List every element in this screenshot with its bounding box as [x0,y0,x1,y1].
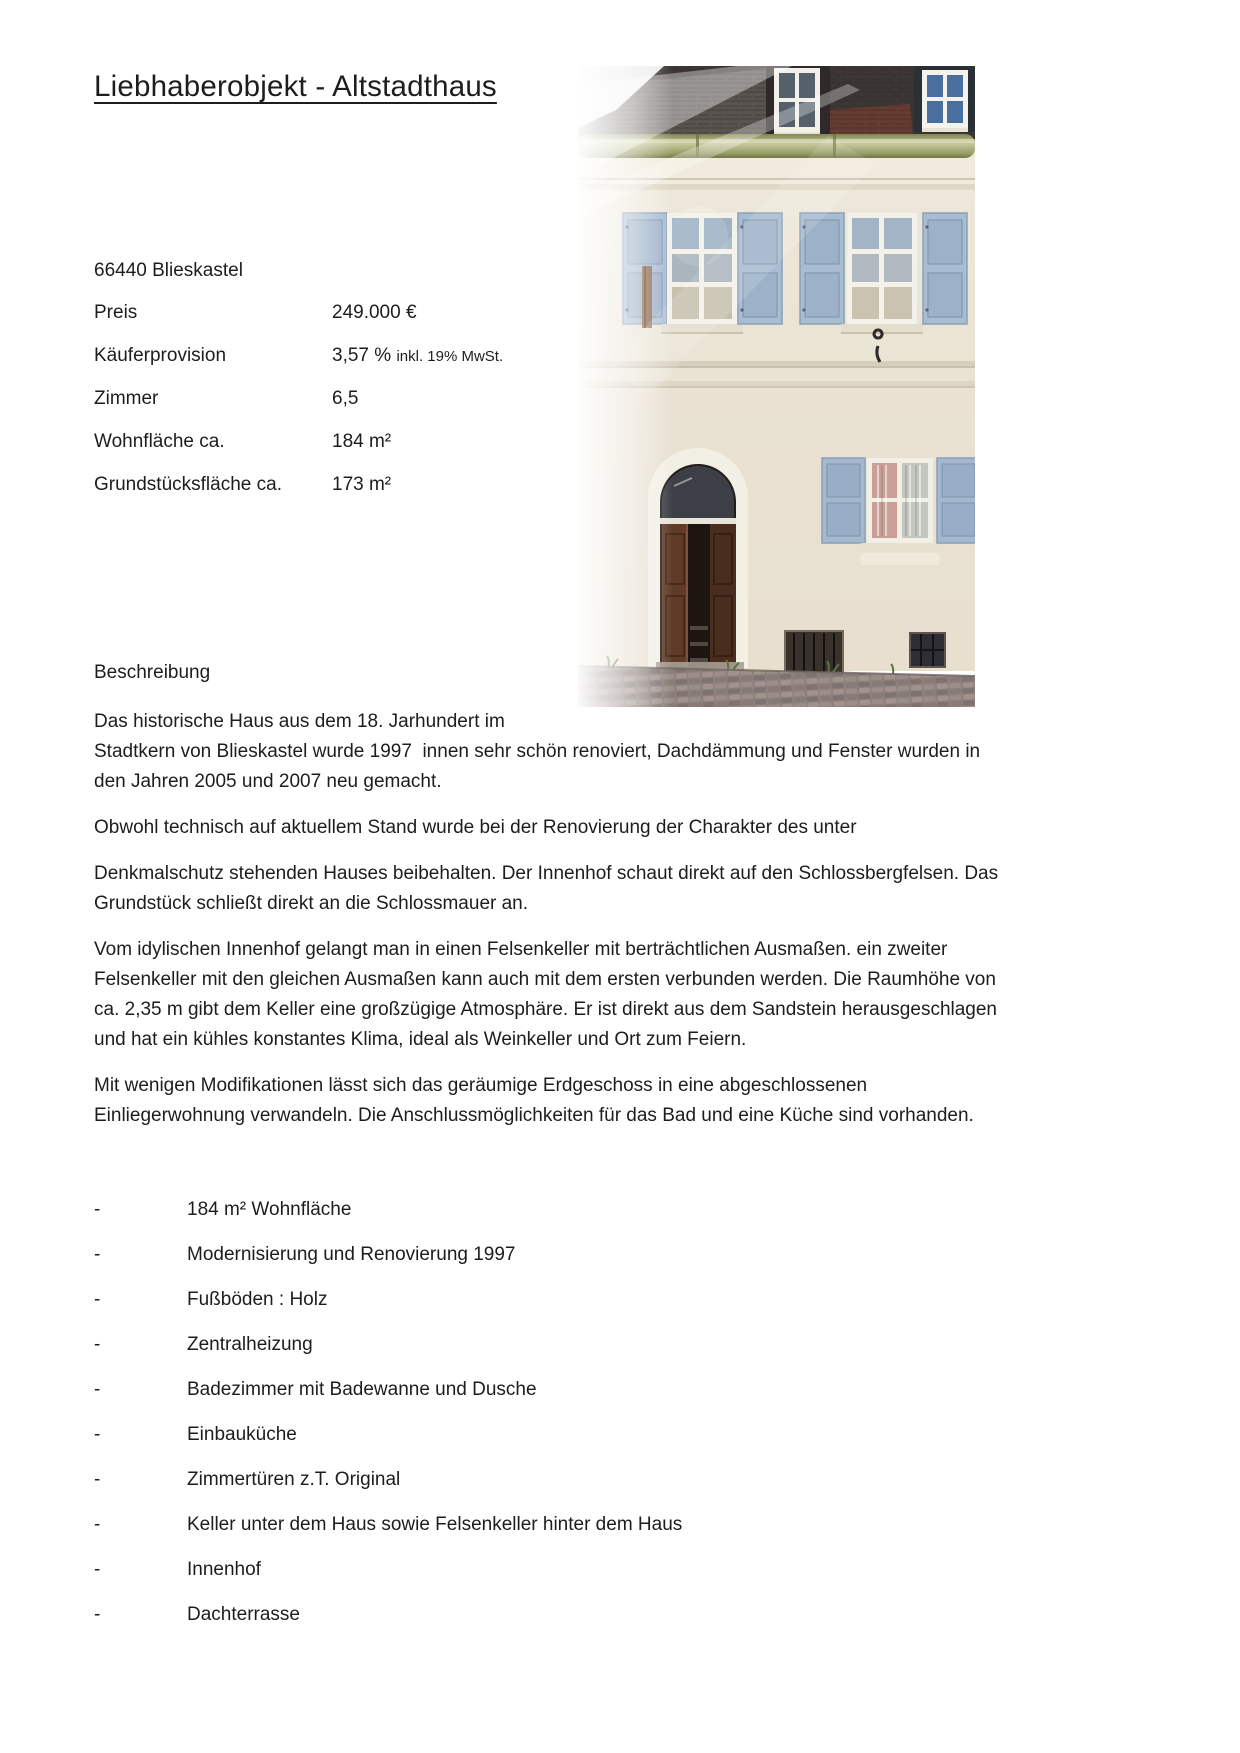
description-text [94,707,1145,1131]
plot-area-label: Grundstücksfläche ca. [94,474,282,495]
commission-value: 3,57 % inkl. 19% MwSt. [332,345,504,366]
description-paragraph: Mit wenigen Modifikationen lässt sich das geräumige Erdgeschoss in eine abgeschlossenen Einliegerwohnung verwandeln. Die Anschlussmöglichkeiten für das Bad und eine Küche sind vorhanden. [94,1075,974,1126]
commission-vat-note: inkl. 19% MwSt. [396,348,504,365]
feature-list [94,1195,1145,1630]
feature-item: - Dachterrasse [94,1604,300,1625]
price-label: Preis [94,302,138,323]
commission-label: Käuferprovision [94,345,227,366]
living-area-value: 184 m² [332,431,392,452]
feature-item: - Zimmertüren z.T. Original [94,1469,401,1490]
description-paragraph: Vom idylischen Innenhof gelangt man in einen Felsenkeller mit berträchtlichen Ausmaßen. ein zweiter Felsenkeller mit den gleichen Ausmaßen kann auch mit dem ersten verbunden werden. Die Raumhöhe von ca. 2,35 m gibt dem Keller eine großzügige Atmosphäre. Er ist direkt aus dem Sandstein herausgeschlagen und hat ein kühles konstantes Klima, ideal als Weinkeller und Ort zum Feiern. [94,939,998,1050]
feature-item: - Keller unter dem Haus sowie Felsenkeller hinter dem Haus [94,1514,683,1535]
plot-area-value: 173 m² [332,474,392,495]
dormer-window-right [914,66,975,132]
price-value: 249.000 € [332,302,417,323]
page-title-text: Liebhaberobjekt - Altstadthaus [94,70,497,103]
feature-item: - Zentralheizung [94,1334,313,1355]
feature-item: - Innenhof [94,1559,261,1580]
living-area-label: Wohnfläche ca. [94,431,225,452]
feature-item: - Einbauküche [94,1424,297,1445]
feature-item: - Badezimmer mit Badewanne und Dusche [94,1379,537,1400]
feature-item: - Modernisierung und Renovierung 1997 [94,1244,516,1265]
property-photo [578,66,975,707]
feature-item: - 184 m² Wohnfläche [94,1199,352,1220]
rooms-value: 6,5 [332,388,359,409]
location-label: 66440 Blieskastel [94,260,243,281]
cellar-window-right [910,633,945,667]
description-paragraph: Denkmalschutz stehenden Hauses beibehalten. Der Innenhof schaut direkt auf den Schlossbergfelsen. Das Grundstück schließt direkt an die Schlossmauer an. [94,863,999,914]
house-facade-illustration [578,66,975,707]
description-heading: Beschreibung [94,662,211,683]
cellar-window-left [785,631,843,673]
description-paragraph: Obwohl technisch auf aktuellem Stand wurde bei der Renovierung der Charakter des unter [94,817,857,838]
feature-item: - Fußböden : Holz [94,1289,328,1310]
description-paragraph: Das historische Haus aus dem 18. Jarhundert im Stadtkern von Blieskastel wurde 1997 innen sehr schön renoviert, Dachdämmung und Fenster wurden in den Jahren 2005 und 2007 neu gemacht. [94,711,981,792]
rooms-label: Zimmer [94,388,159,409]
